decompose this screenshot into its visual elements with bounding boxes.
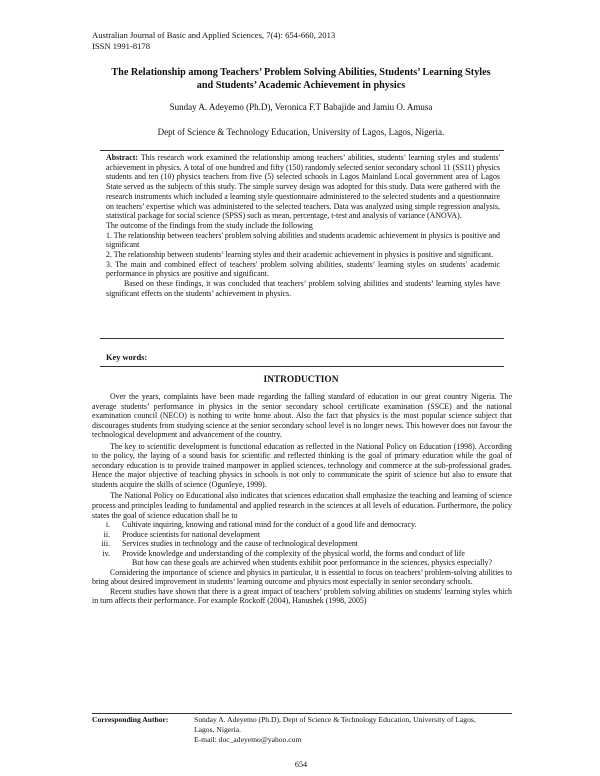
abstract-conclusion: Based on these findings, it was concluded that teachers’ problem solving abilities and students’ learning styles have significant effects on the students’ achievement in physics.: [106, 279, 500, 298]
title-line-1: The Relationship among Teachers’ Problem Solving Abilities, Students’ Learning Styles: [111, 67, 491, 78]
abstract-box: [100, 150, 504, 339]
body-paragraph: Over the years, complaints have been made regarding the falling standard of education in our great country Nigeria. The average students’ performance in physics in the senior secondary school certificate examination (SSCE) and the national examination council (NECO) is nothing to write home about. Also the fact that physics is the most popular science subject that discourages students from studying science at the senior secondary school level is no longer news. This however does not favour the technological development and advancement of the country.: [92, 392, 512, 440]
body-paragraph: The National Policy on Educational also indicates that sciences education shall emphasize the teaching and learning of science process and principles leading to fundamental and applied research in the sciences at all levels of education. Furthermore, the policy states the goal of science education shall be to: [92, 491, 512, 520]
list-number: iii.: [101, 539, 110, 549]
list-text: Produce scientists for national development: [122, 529, 261, 539]
body-paragraph: Recent studies have shown that there is a great impact of teachers’ problem solving abilities on students' learning styles which in turn affects their performance. For example Rockoff (2004), Hanushek (1998, 2005): [92, 586, 512, 606]
issn: ISSN 1991-8178: [92, 41, 151, 51]
footer-row: [92, 715, 512, 725]
list-number: ii.: [103, 529, 110, 539]
keywords-divider: [100, 366, 504, 367]
corresponding-author-label: Corresponding Author:: [92, 715, 169, 724]
footer-email: E-mail: doc_adeyemo@yahoo.com: [194, 734, 302, 744]
journal-citation: Australian Journal of Basic and Applied Sciences, 7(4): 654-660, 2013: [92, 30, 336, 40]
abstract-text: This research work examined the relationship among teachers’ abilities, students’ learning styles and students' achievement in physics. A total of one hundred and fifty (150) randomly selected senior secondary school 11 (SS11) physics students and ten (10) physics teachers from five (5) selected schools in Lagos Mainland Local government area of Lagos State served as the subjects of this study. The simple survey design was adopted for this study. Data were gathered with the research instruments which included a learning style questionnaire administered to the selected students and a questionnaire on teachers’ expertise which was administered to the selected teachers. Data was analyzed using simple regression analysis, statistical package for social science (SPSS) such as mean, percentage, t-test and analysis of variance (ANOVA).: [106, 153, 500, 221]
abstract-label: Abstract:: [106, 153, 138, 162]
authors: Sunday A. Adeyemo (Ph.D), Veronica F.T Babajide and Jamiu O. Amusa: [169, 102, 433, 112]
list-text: Cultivate inquiring, knowing and rational mind for the conduct of a good life and democracy.: [122, 520, 417, 530]
corresponding-author-footer: [92, 713, 512, 744]
footer-address-line: Lagos, Nigeria.: [194, 724, 242, 734]
list-text: Services studies in technology and the cause of technological development: [122, 539, 358, 549]
page-number: 654: [294, 760, 308, 769]
list-text: Provide knowledge and understanding of the complexity of the physical world, the forms and conduct of life: [122, 548, 465, 558]
abstract-finding: 3. The main and combined effect of teachers' problem solving abilities, students’ learning styles on students' academic performance in physics are positive and significant.: [106, 259, 500, 279]
body-text: [92, 392, 512, 606]
list-number: i.: [105, 520, 110, 530]
section-heading-introduction: INTRODUCTION: [263, 375, 339, 385]
body-paragraph: Considering the importance of science and physics in particular, it is essential to focus on teachers’ problem-solving abilities to bring about desired improvement in students’ learning outcome and physics most especially in senior secondary schools.: [92, 567, 512, 587]
body-paragraph: The key to scientific development is functional education as reflected in the National Policy on Education (1998). According to the policy, the laying of a sound basis for scientific and reflected thinking is the goal of primary education while the goal of secondary education is to provide trained manpower in applied sciences, technology and commerce at the sub-professional grades. Hence the major objective of teaching physics in schools is not only to communicate the spirit of science but also to ensure that students acquire the skills of science (Ogunleye, 1999).: [92, 441, 512, 489]
journal-header: [92, 30, 335, 52]
list-item: [92, 520, 512, 530]
abstract-finding: 1. The relationship between teachers' problem solving abilities and students academic achievement in physics is positive and significant: [106, 230, 500, 250]
corresponding-author-text: Sunday A. Adeyemo (Ph.D), Dept of Science & Technology Education, University of Lagos,: [194, 715, 476, 724]
list-number: iv.: [102, 548, 110, 558]
paper-title: [70, 66, 532, 92]
list-item: [92, 539, 512, 549]
keywords-label: Key words:: [106, 353, 148, 362]
goals-list: [92, 520, 512, 558]
list-item: [92, 549, 512, 559]
abstract-outcome-intro: The outcome of the findings from the study include the following: [106, 220, 313, 230]
abstract-finding: 2. The relationship between students’ learning styles and their academic achievement in physics is positive and significant.: [106, 250, 494, 260]
title-line-2: and Students’ Academic Achievement in physics: [196, 80, 406, 91]
affiliation: Dept of Science & Technology Education, University of Lagos, Lagos, Nigeria.: [157, 127, 445, 137]
list-item: [92, 530, 512, 540]
body-paragraph: But how can these goals are achieved when students exhibit poor performance in the sciences, physics especially?: [132, 558, 492, 568]
abstract-paragraph: [106, 153, 500, 221]
